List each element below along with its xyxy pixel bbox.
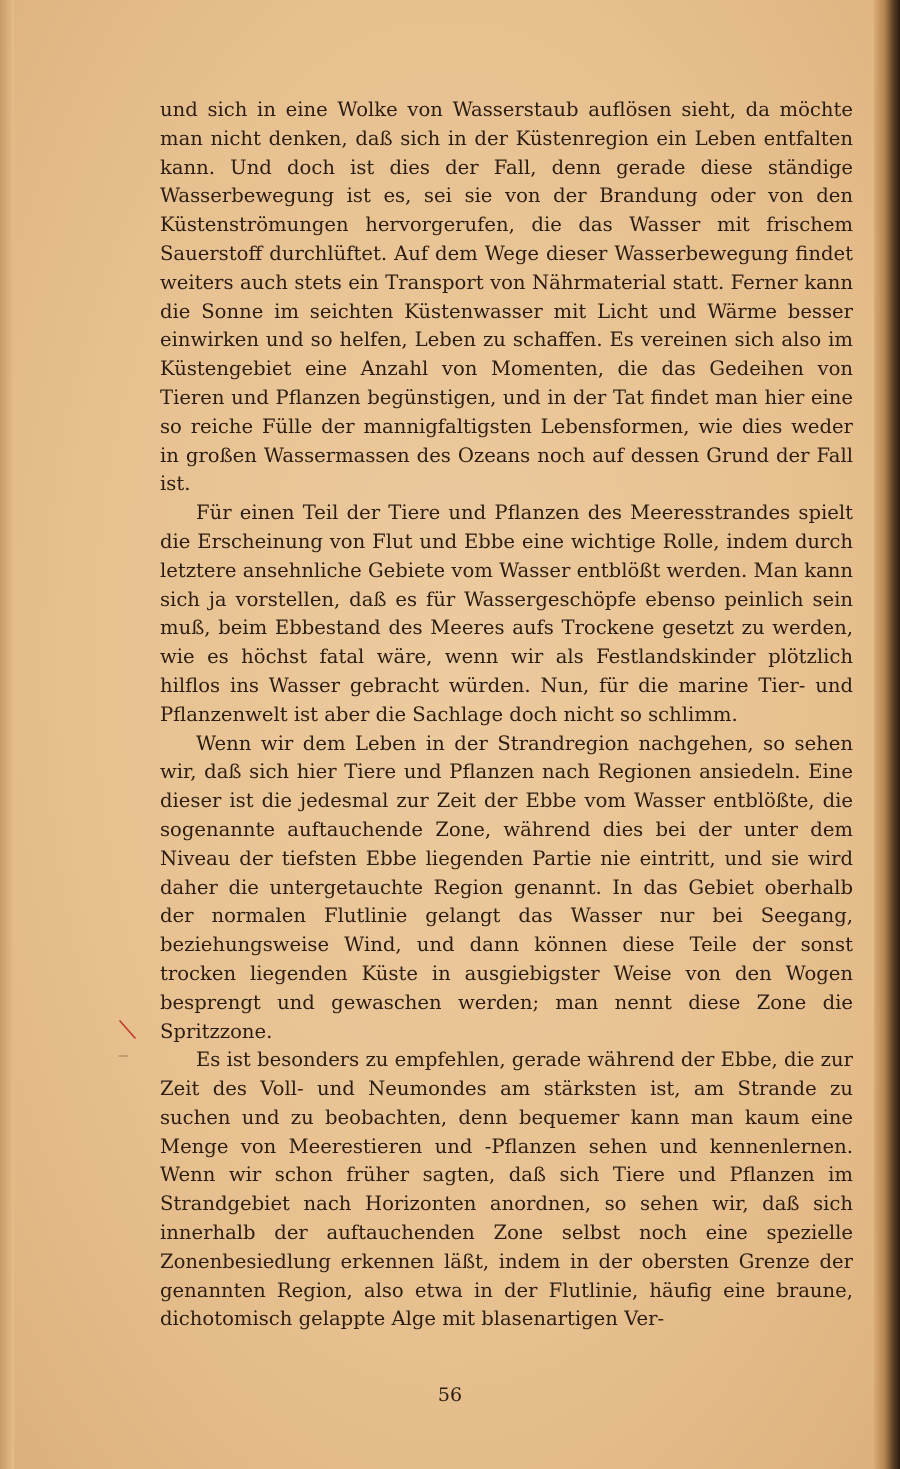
page-number: 56 [437,1384,463,1406]
book-spine-shadow [874,0,900,1469]
paragraph-1: und sich in eine Wolke von Wasserstaub auflösen sieht, da möchte man nicht denken, daß sich in der Küstenregion ein Leben entfalten kann. Und doch ist dies der Fall, denn gerade diese ständige Wasserbewegung ist es, sei sie von der Brandung oder von den Küstenströmungen hervorgerufen, die das Wasser mit frischem Sauerstoff durchlüftet. Auf dem Wege dieser Wasserbewegung findet weiters auch stets ein Transport von Nährmaterial statt. Ferner kann die Sonne im seichten Küstenwasser mit Licht und Wärme besser einwirken und so helfen, Leben zu schaffen. Es vereinen sich also im Küstengebiet eine Anzahl von Momenten, die das Gedeihen von Tieren und Pflanzen begünstigen, und in der Tat findet man hier eine so reiche Fülle der mannigfaltigsten Lebensformen, wie dies weder in großen Wassermassen des Ozeans noch auf dessen Grund der Fall ist. [160,98,853,496]
paragraph-4: Es ist besonders zu empfehlen, gerade während der Ebbe, die zur Zeit des Voll- und Neumondes am stärksten ist, am Strande zu suchen und zu beobachten, denn bequemer kann man kaum eine Menge von Meerestieren und -Pflanzen sehen und kennenlernen. Wenn wir schon früher sagten, daß sich Tiere und Pflanzen im Strandgebiet nach Horizonten anordnen, so sehen wir, daß sich innerhalb der auftauchenden Zone selbst noch eine spezielle Zonenbesiedlung erkennen läßt, indem in der obersten Grenze der genannten Region, also etwa in der Flutlinie, häufig eine braune, dichotomisch gelappte Alge mit blasenartigen Ver- [160,1048,853,1331]
paragraph-3: Wenn wir dem Leben in der Strandregion nachgehen, so sehen wir, daß sich hier Tiere und Pflanzen nach Regionen ansiedeln. Eine dieser ist die jedesmal zur Zeit der Ebbe vom Wasser entblößte, die sogenannte auftauchende Zone, während dies bei der unter dem Niveau der tiefsten Ebbe liegenden Partie nie eintritt, und sie wird daher die untergetauchte Region genannt. In das Gebiet oberhalb der normalen Flutlinie gelangt das Wasser nur bei Seegang, beziehungsweise Wind, und dann können diese Teile der sonst trocken liegenden Küste in ausgiebigster Weise von den Wogen besprengt und gewaschen werden; man nennt diese Zone die Spritzzone. [160,731,853,1043]
body-text [160,96,853,1334]
page-left-edge [0,0,14,1469]
paragraph-2: Für einen Teil der Tiere und Pflanzen des Meeresstrandes spielt die Erscheinung von Flut und Ebbe eine wichtige Rolle, indem durch letztere ansehnliche Gebiete vom Wasser entblößt werden. Man kann sich ja vorstellen, daß es für Wassergeschöpfe ebenso peinlich sein muß, beim Ebbestand des Meeres aufs Trockene gesetzt zu werden, wie es höchst fatal wäre, wenn wir als Festlandskinder plötzlich hilflos ins Wasser gebracht würden. Nun, für die marine Tier- und Pflanzenwelt ist aber die Sachlage doch nicht so schlimm. [160,501,853,726]
pencil-dash-mark-icon [118,1054,130,1058]
pencil-check-mark-icon [118,1019,138,1041]
